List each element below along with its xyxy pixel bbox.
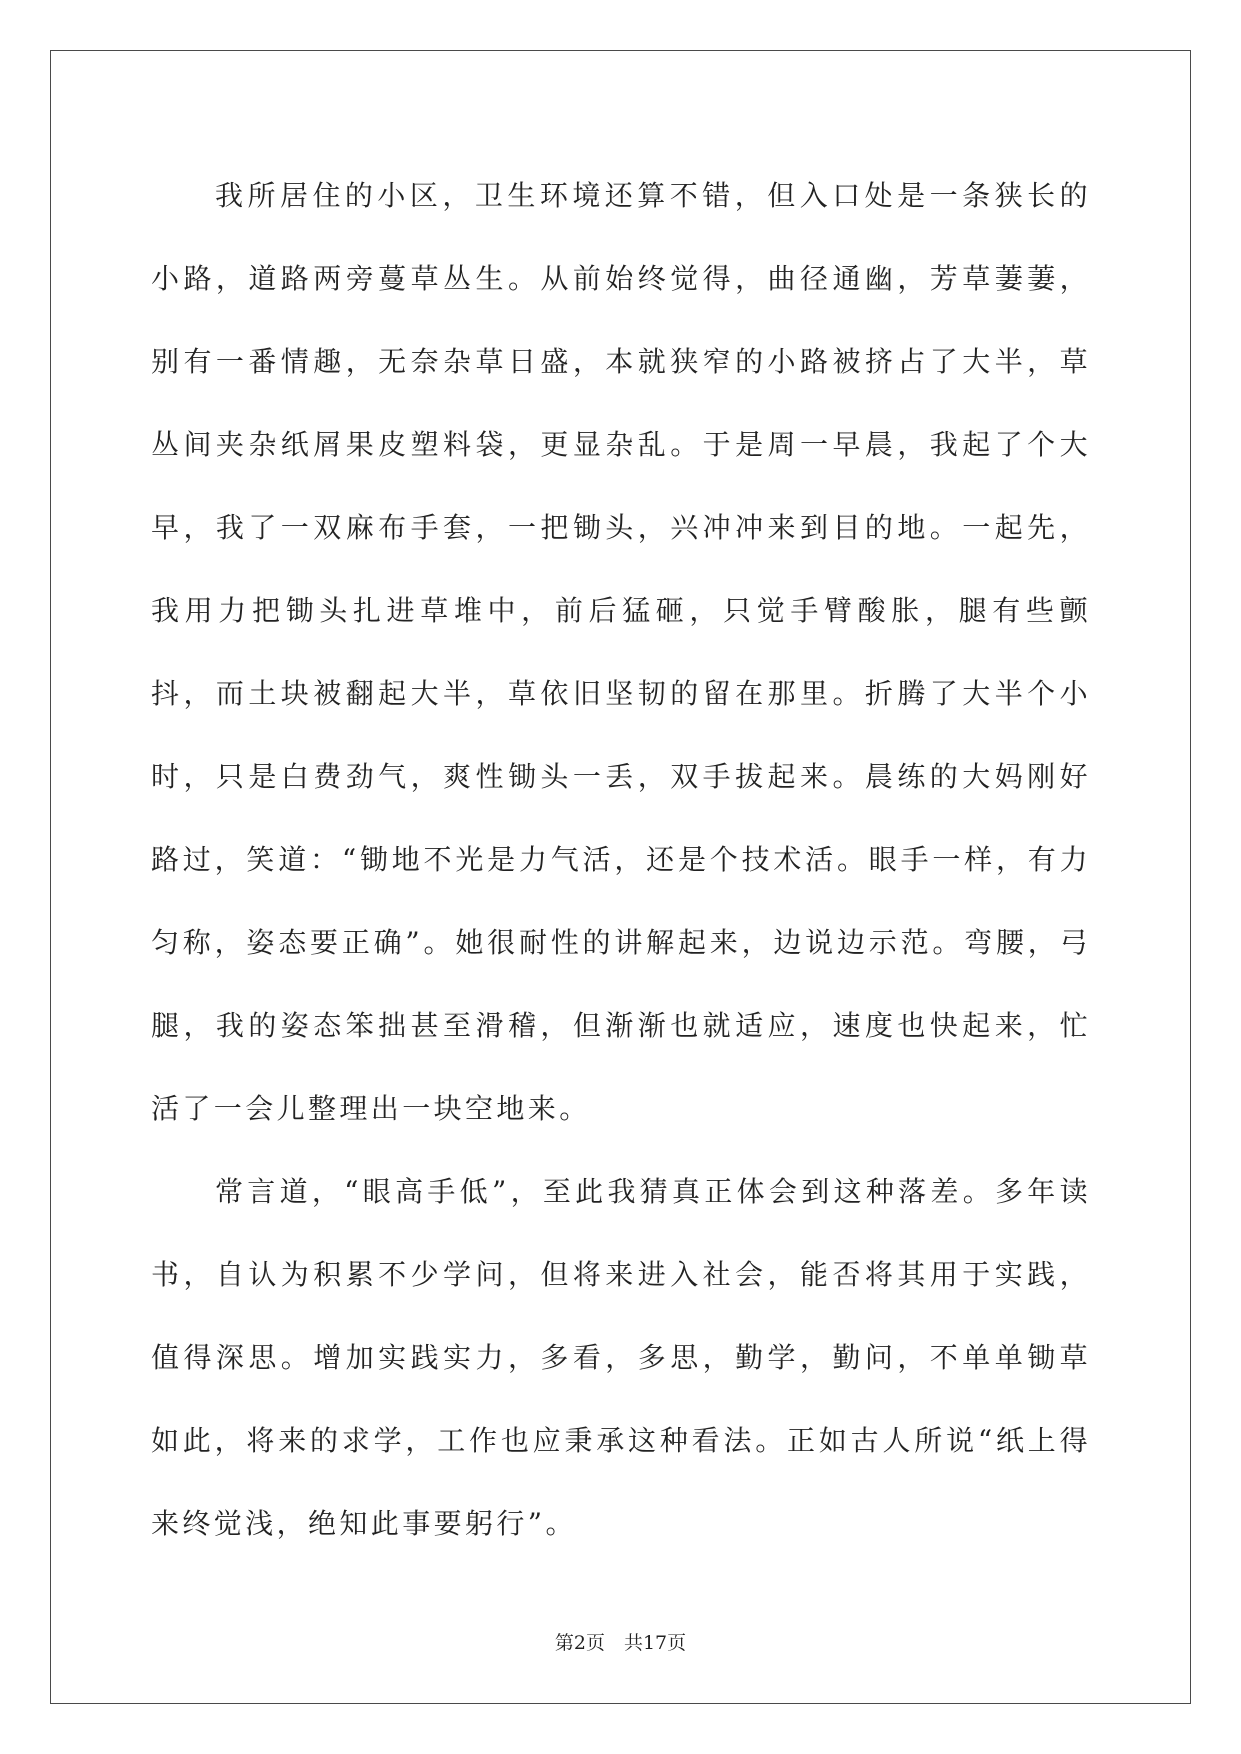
page-number-footer: 第2页 共17页 bbox=[554, 1632, 687, 1654]
paragraph-2: 常言道，“眼高手低”，至此我猜真正体会到这种落差。多年读书，自认为积累不少学问，但将来进入社会，能否将其用于实践，值得深思。增加实践实力，多看，多思，勤学，勤问，不单单锄草如此，将来的求学，工作也应秉承这种看法。正如古人所说“纸上得来终觉浅，绝知此事要躬行”。 bbox=[151, 1175, 1091, 1540]
paragraph-1: 我所居住的小区，卫生环境还算不错，但入口处是一条狭长的小路，道路两旁蔓草丛生。从前始终觉得，曲径通幽，芳草萋萋，别有一番情趣，无奈杂草日盛，本就狭窄的小路被挤占了大半，草丛间夹杂纸屑果皮塑料袋，更显杂乱。于是周一早晨，我起了个大早，我了一双麻布手套，一把锄头，兴冲冲来到目的地。一起先，我用力把锄头扎进草堆中，前后猛砸，只觉手臂酸胀，腿有些颤抖，而土块被翻起大半，草依旧坚韧的留在那里。折腾了大半个小时，只是白费劲气，爽性锄头一丢，双手拔起来。晨练的大妈刚好路过，笑道：“锄地不光是力气活，还是个技术活。眼手一样，有力匀称，姿态要正确”。她很耐性的讲解起来，边说边示范。弯腰，弓腿，我的姿态笨拙甚至滑稽，但渐渐也就适应，速度也快起来，忙活了一会儿整理出一块空地来。 bbox=[151, 179, 1091, 1125]
document-body bbox=[151, 154, 1091, 1565]
